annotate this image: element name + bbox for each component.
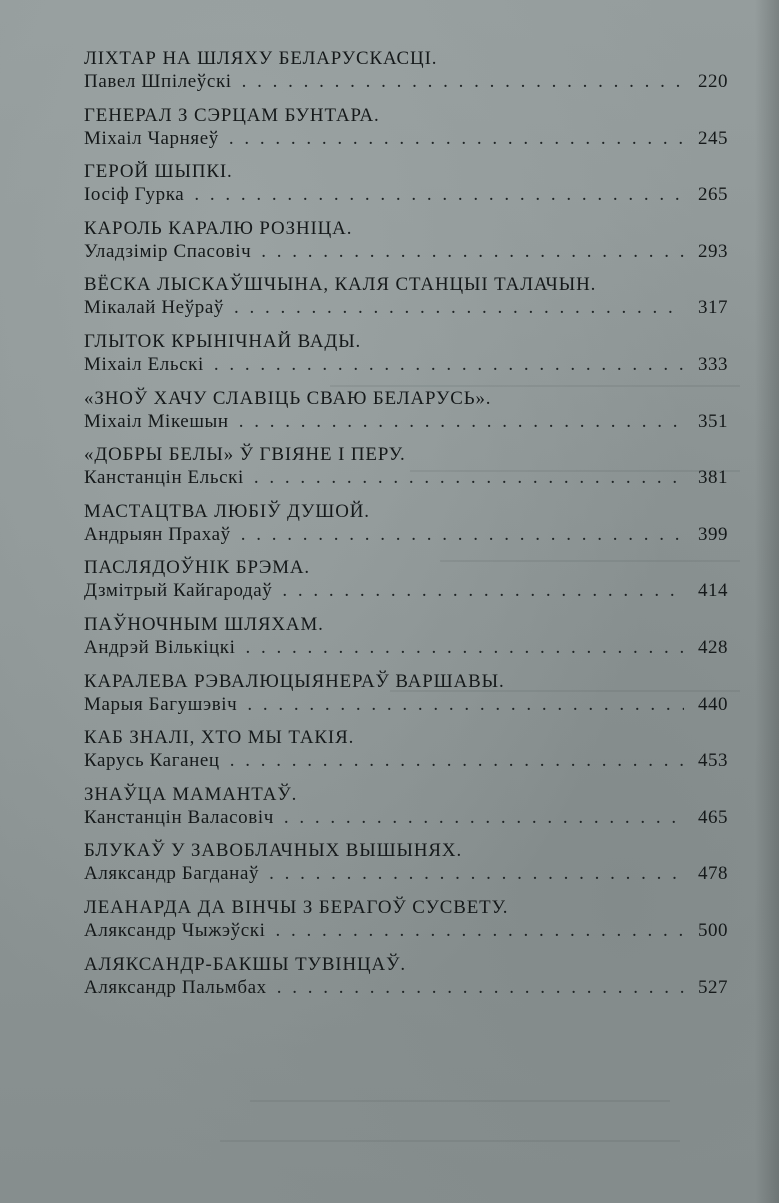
- toc-entry: [84, 218, 728, 275]
- entry-line: [84, 353, 728, 377]
- entry-page-number: 527: [698, 976, 728, 998]
- entry-page-number: 265: [698, 184, 728, 206]
- entry-author: Аляксандр Пальмбах: [84, 976, 267, 998]
- entry-author: Марыя Багушэвіч: [84, 693, 238, 715]
- toc-entry: [84, 727, 728, 784]
- entry-line: [84, 240, 728, 264]
- entry-title: АЛЯКСАНДР-БАКШЫ ТУВІНЦАЎ.: [84, 953, 406, 975]
- dot-leader: [261, 240, 684, 264]
- toc-entry: [84, 48, 728, 105]
- toc-entry: [84, 840, 728, 897]
- entry-author: Андрэй Вількіцкі: [84, 636, 236, 658]
- entry-page-number: 399: [698, 523, 728, 545]
- entry-title: ГЕРОЙ ШЫПКІ.: [84, 161, 233, 183]
- entry-author: Іосіф Гурка: [84, 184, 185, 206]
- entry-page-number: 317: [698, 297, 728, 319]
- entry-title: КАБ ЗНАЛІ, ХТО МЫ ТАКІЯ.: [84, 727, 355, 749]
- entry-page-number: 381: [698, 467, 728, 489]
- entry-line: [84, 410, 728, 434]
- dot-leader: [247, 693, 684, 717]
- toc-entry: [84, 897, 728, 954]
- toc-entry: [84, 388, 728, 445]
- toc-entry: [84, 444, 728, 501]
- entry-page-number: 333: [698, 353, 728, 375]
- entry-author: Канстанцін Валасовіч: [84, 806, 274, 828]
- entry-title: КАРАЛЕВА РЭВАЛЮЦЫЯНЕРАЎ ВАРШАВЫ.: [84, 670, 505, 692]
- entry-line: [84, 862, 728, 886]
- entry-page-number: 428: [698, 636, 728, 658]
- dot-leader: [277, 976, 684, 1000]
- dot-leader: [276, 919, 684, 943]
- entry-line: [84, 976, 728, 1000]
- entry-title: ГЛЫТОК КРЫНІЧНАЙ ВАДЫ.: [84, 330, 362, 352]
- entry-title: ЛЕАНАРДА ДА ВІНЧЫ З БЕРАГОЎ СУСВЕТУ.: [84, 896, 509, 918]
- entry-author: Андрыян Прахаў: [84, 523, 231, 545]
- toc-entry: [84, 105, 728, 162]
- dot-leader: [239, 410, 684, 434]
- dot-leader: [284, 806, 684, 830]
- toc-entry: [84, 331, 728, 388]
- entry-title: ЗНАЎЦА МАМАНТАЎ.: [84, 783, 298, 805]
- entry-line: [84, 693, 728, 717]
- entry-title: БЛУКАЎ У ЗАВОБЛАЧНЫХ ВЫШЫНЯХ.: [84, 840, 463, 862]
- entry-author: Карусь Каганец: [84, 750, 220, 772]
- entry-author: Аляксандр Багданаў: [84, 863, 260, 885]
- entry-author: Дзмітрый Кайгародаў: [84, 580, 273, 602]
- entry-page-number: 465: [698, 806, 728, 828]
- dot-leader: [254, 466, 684, 490]
- entry-line: [84, 636, 728, 660]
- entry-author: Канстанцін Ельскі: [84, 467, 244, 489]
- entry-title: ВЁСКА ЛЫСКАЎШЧЫНА, КАЛЯ СТАНЦЫІ ТАЛАЧЫН.: [84, 274, 597, 296]
- entry-title: ПАЎНОЧНЫМ ШЛЯХАМ.: [84, 613, 324, 635]
- toc-entry: [84, 501, 728, 558]
- entry-author: Мікалай Неўраў: [84, 297, 225, 319]
- entry-title: ПАСЛЯДОЎНІК БРЭМА.: [84, 557, 311, 579]
- entry-page-number: 220: [698, 71, 728, 92]
- dot-leader: [214, 353, 684, 377]
- entry-line: [84, 183, 728, 207]
- page-edge-shadow: [755, 0, 779, 1203]
- entry-line: [84, 296, 728, 320]
- entry-title: «ДОБРЫ БЕЛЫ» Ў ГВІЯНЕ І ПЕРУ.: [84, 444, 406, 466]
- entry-author: Міхаіл Мікешын: [84, 410, 229, 432]
- entry-line: [84, 579, 728, 603]
- entry-title: ЛІХТАР НА ШЛЯХУ БЕЛАРУСКАСЦІ.: [84, 48, 438, 69]
- entry-page-number: 440: [698, 693, 728, 715]
- dot-leader: [194, 183, 684, 207]
- entry-line: [84, 466, 728, 490]
- dot-leader: [242, 70, 684, 94]
- entry-line: [84, 523, 728, 547]
- dot-leader: [269, 862, 684, 886]
- entry-title: КАРОЛЬ КАРАЛЮ РОЗНІЦА.: [84, 217, 353, 239]
- entry-author: Міхаіл Чарняеў: [84, 127, 219, 149]
- entry-line: [84, 749, 728, 773]
- toc-entry: [84, 274, 728, 331]
- entry-author: Міхаіл Ельскі: [84, 353, 204, 375]
- dot-leader: [230, 749, 684, 773]
- toc-entry: [84, 784, 728, 841]
- entry-author: Аляксандр Чыжэўскі: [84, 919, 266, 941]
- bleed-through-line: [250, 1100, 670, 1102]
- entry-title: ГЕНЕРАЛ З СЭРЦАМ БУНТАРА.: [84, 104, 380, 126]
- toc-entry: [84, 557, 728, 614]
- entry-title: МАСТАЦТВА ЛЮБІЎ ДУШОЙ.: [84, 500, 370, 522]
- entry-page-number: 478: [698, 863, 728, 885]
- entry-page-number: 414: [698, 580, 728, 602]
- entry-line: [84, 127, 728, 151]
- toc-entry: [84, 954, 728, 1011]
- dot-leader: [246, 636, 685, 660]
- entry-page-number: 351: [698, 410, 728, 432]
- toc-entry: [84, 614, 728, 671]
- entry-page-number: 293: [698, 240, 728, 262]
- table-of-contents: [84, 48, 728, 1010]
- entry-page-number: 245: [698, 127, 728, 149]
- dot-leader: [234, 296, 684, 320]
- entry-line: [84, 806, 728, 830]
- dot-leader: [229, 127, 684, 151]
- entry-page-number: 453: [698, 750, 728, 772]
- toc-entry: [84, 671, 728, 728]
- bleed-through-line: [220, 1140, 680, 1142]
- entry-page-number: 500: [698, 919, 728, 941]
- entry-line: [84, 70, 728, 94]
- dot-leader: [241, 523, 684, 547]
- entry-author: Павел Шпілеўскі: [84, 71, 232, 92]
- entry-author: Уладзімір Спасовіч: [84, 240, 252, 262]
- dot-leader: [282, 579, 684, 603]
- toc-entry: [84, 161, 728, 218]
- entry-title: «ЗНОЎ ХАЧУ СЛАВІЦЬ СВАЮ БЕЛАРУСЬ».: [84, 387, 492, 409]
- entry-line: [84, 919, 728, 943]
